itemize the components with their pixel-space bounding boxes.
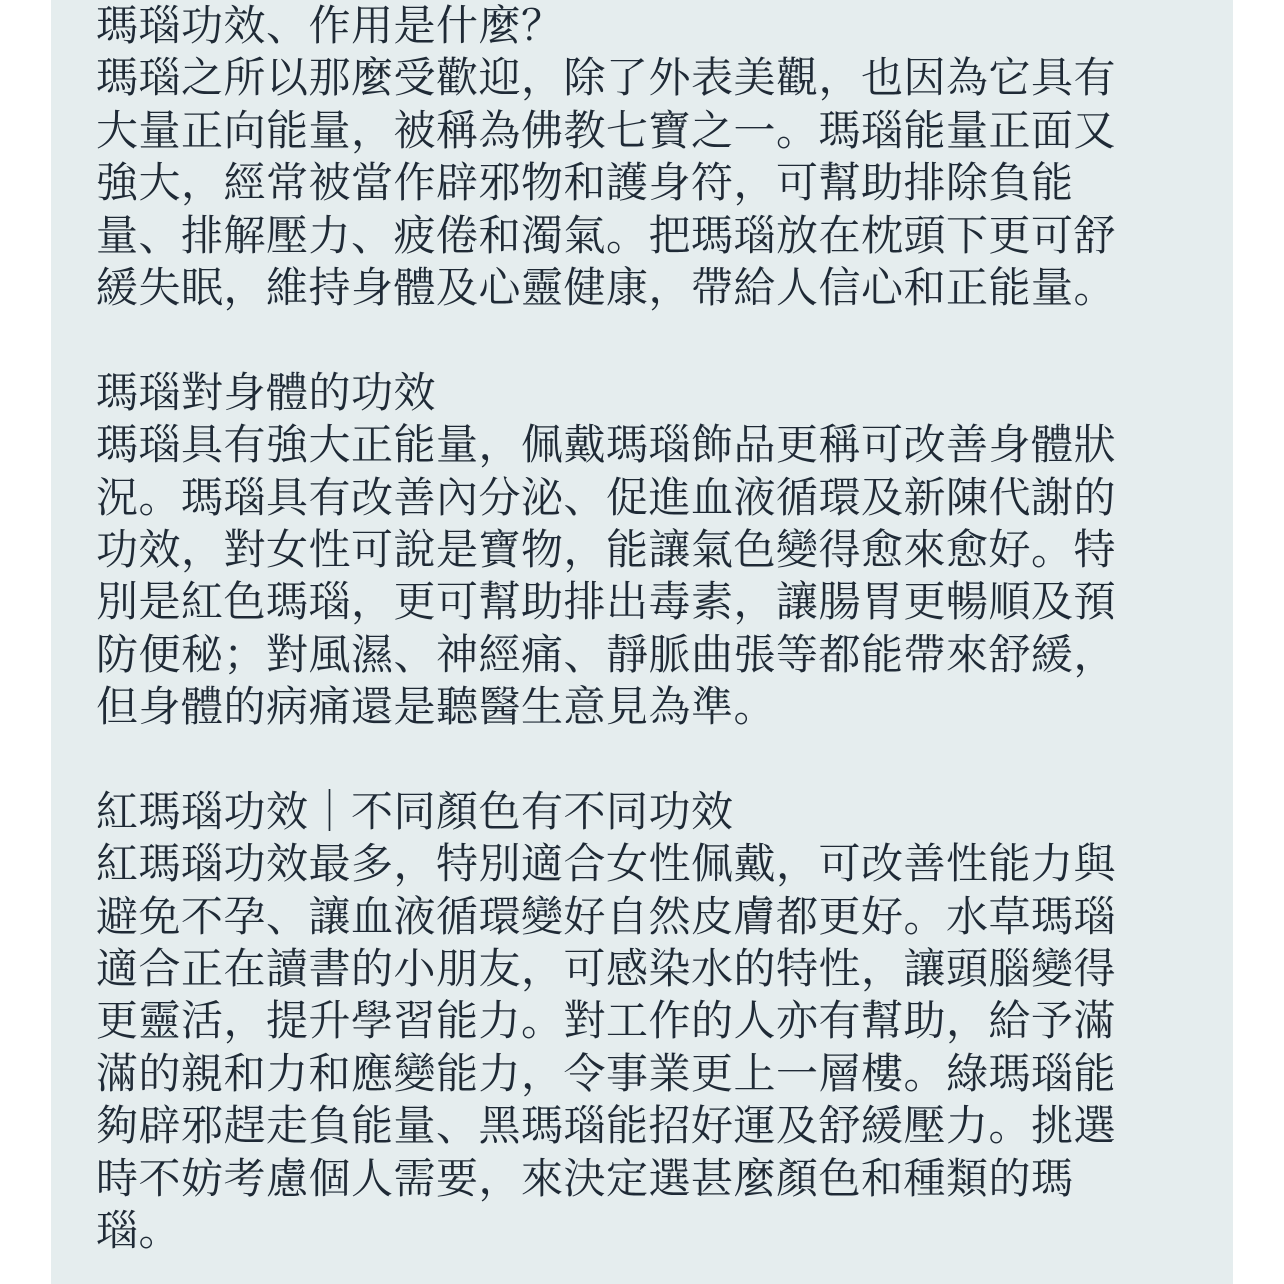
paragraph-line: 避免不孕、讓血液循環變好自然皮膚都更好。水草瑪瑙: [96, 891, 1117, 941]
paragraph-line: 時不妨考慮個人需要，來決定選甚麼顏色和種類的瑪: [96, 1153, 1074, 1203]
paragraph-line: 滿的親和力和應變能力，令事業更上一層樓。綠瑪瑙能: [96, 1048, 1117, 1098]
section-gap: [96, 314, 1196, 366]
paragraph-line: 適合正在讀書的小朋友，可感染水的特性，讓頭腦變得: [96, 944, 1117, 994]
paragraph-line: 功效，對女性可說是寶物，能讓氣色變得愈來愈好。特: [96, 524, 1117, 574]
section-title: 瑪瑙對身體的功效: [96, 367, 437, 417]
paragraph-line: 防便秘；對風濕、神經痛、靜脈曲張等都能帶來舒緩，: [96, 629, 1117, 679]
section-title: 紅瑪瑙功效｜不同顏色有不同功效: [96, 786, 734, 836]
paragraph-line: 更靈活，提升學習能力。對工作的人亦有幫助，給予滿: [96, 996, 1117, 1046]
paragraph-line: 瑪瑙之所以那麼受歡迎，除了外表美觀，也因為它具有: [96, 53, 1117, 103]
paragraph-line: 量、排解壓力、疲倦和濁氣。把瑪瑙放在枕頭下更可舒: [96, 210, 1117, 260]
article-content: [96, 0, 1196, 1257]
paragraph-line: 況。瑪瑙具有改善內分泌、促進血液循環及新陳代謝的: [96, 472, 1117, 522]
section-gap: [96, 733, 1196, 785]
paragraph-line: 紅瑪瑙功效最多，特別適合女性佩戴，可改善性能力與: [96, 839, 1117, 889]
section-title: 瑪瑙功效、作用是什麼？: [96, 1, 564, 50]
paragraph-line: 瑪瑙具有強大正能量，佩戴瑪瑙飾品更稱可改善身體狀: [96, 420, 1117, 470]
paragraph-line: 但身體的病痛還是聽醫生意見為準。: [96, 682, 777, 732]
paragraph-line: 別是紅色瑪瑙，更可幫助排出毒素，讓腸胃更暢順及預: [96, 577, 1117, 627]
paragraph-line: 強大，經常被當作辟邪物和護身符，可幫助排除負能: [96, 158, 1074, 208]
paragraph-line: 瑙。: [96, 1205, 182, 1255]
paragraph-line: 夠辟邪趕走負能量、黑瑪瑙能招好運及舒緩壓力。挑選: [96, 1101, 1117, 1151]
paragraph-line: 大量正向能量，被稱為佛教七寶之一。瑪瑙能量正面又: [96, 105, 1117, 155]
paragraph-line: 緩失眠，維持身體及心靈健康，帶給人信心和正能量。: [96, 262, 1117, 312]
